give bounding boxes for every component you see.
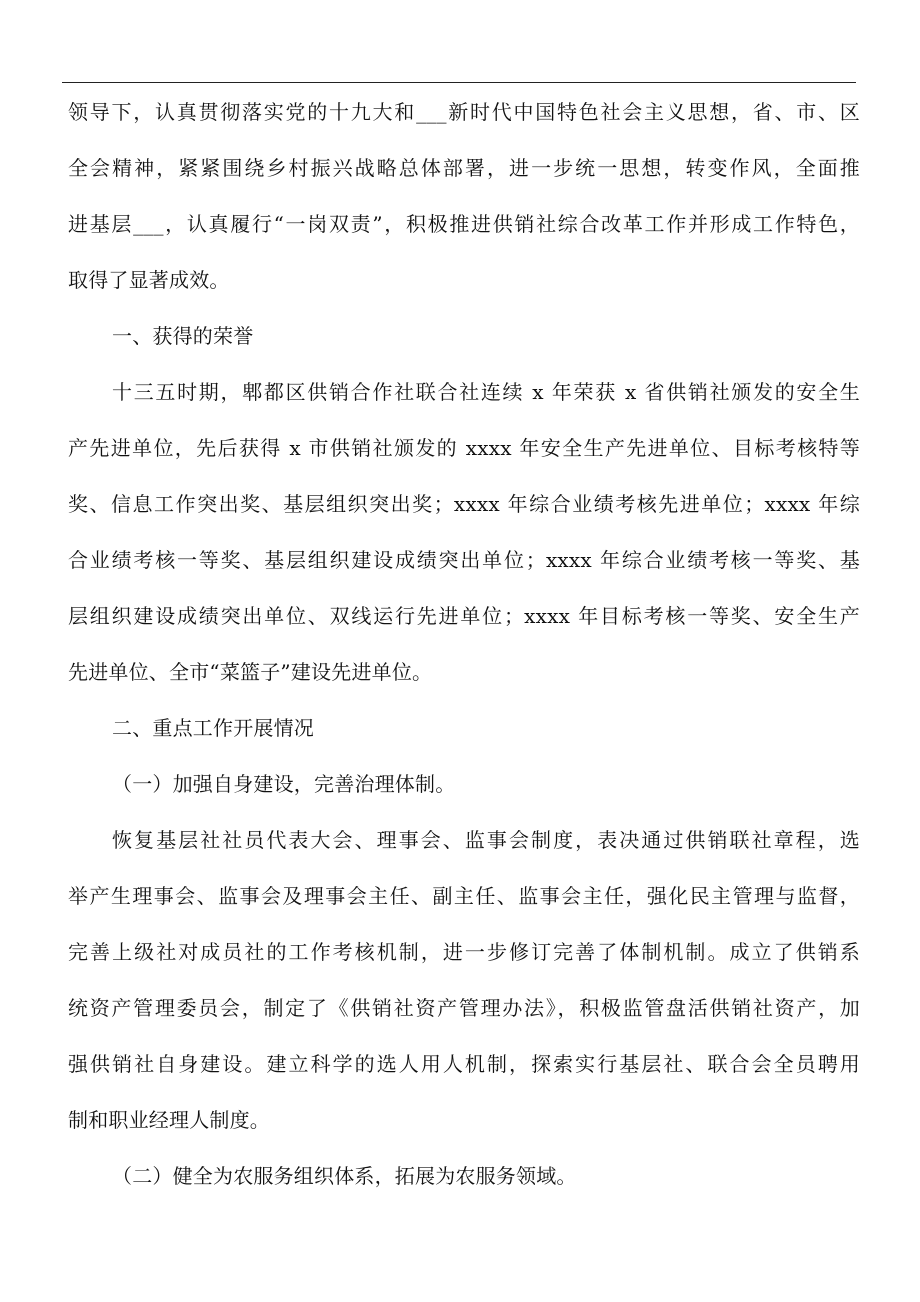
text-line: 举产生理事会、监事会及理事会主任、副主任、监事会主任，强化民主管理与监督， xyxy=(68,884,860,908)
text-line: 十三五时期，郫都区供销合作社联合社连续 x 年荣获 x 省供销社颁发的安全生 xyxy=(112,380,860,404)
text-line: 制和职业经理人制度。 xyxy=(68,1108,270,1132)
section-heading-key-work: 二、重点工作开展情况 xyxy=(112,716,314,740)
subsection-heading-service-system: （二）健全为农服务组织体系，拓展为农服务领域。 xyxy=(112,1164,577,1188)
text-line: 恢复基层社社员代表大会、理事会、监事会制度，表决通过供销联社章程，选 xyxy=(112,828,860,852)
text-line: 统资产管理委员会，制定了《供销社资产管理办法》，积极监管盘活供销社资产，加 xyxy=(68,996,860,1020)
text-line: 产先进单位，先后获得 x 市供销社颁发的 xxxx 年安全生产先进单位、目标考核特等 xyxy=(68,436,860,460)
text-line: 全会精神，紧紧围绕乡村振兴战略总体部署，进一步统一思想，转变作风，全面推 xyxy=(68,156,860,180)
text-line: 合业绩考核一等奖、基层组织建设成绩突出单位；xxxx 年综合业绩考核一等奖、基 xyxy=(68,548,860,572)
subsection-heading-self-building: （一）加强自身建设，完善治理体制。 xyxy=(112,772,456,796)
text-line: 完善上级社对成员社的工作考核机制，进一步修订完善了体制机制。成立了供销系 xyxy=(68,940,860,964)
self-building-paragraph xyxy=(68,812,860,1148)
text-line: 层组织建设成绩突出单位、双线运行先进单位；xxxx 年目标考核一等奖、安全生产 xyxy=(68,604,860,628)
text-line: 奖、信息工作突出奖、基层组织突出奖；xxxx 年综合业绩考核先进单位；xxxx 年综 xyxy=(68,492,860,516)
text-line: 进基层___，认真履行“一岗双责”，积极推进供销社综合改革工作并形成工作特色， xyxy=(68,212,860,236)
honors-paragraph xyxy=(68,364,860,700)
text-line: 取得了显著成效。 xyxy=(68,268,230,292)
document-body xyxy=(68,84,860,1204)
text-line: 强供销社自身建设。建立科学的选人用人机制，探索实行基层社、联合会全员聘用 xyxy=(68,1052,860,1076)
text-line: 先进单位、全市“菜篮子”建设先进单位。 xyxy=(68,660,433,684)
text-line: 领导下，认真贯彻落实党的十九大和___新时代中国特色社会主义思想，省、市、区 xyxy=(68,100,860,124)
section-heading-honors: 一、获得的荣誉 xyxy=(112,324,254,348)
intro-paragraph xyxy=(68,84,860,308)
header-rule xyxy=(62,82,856,83)
